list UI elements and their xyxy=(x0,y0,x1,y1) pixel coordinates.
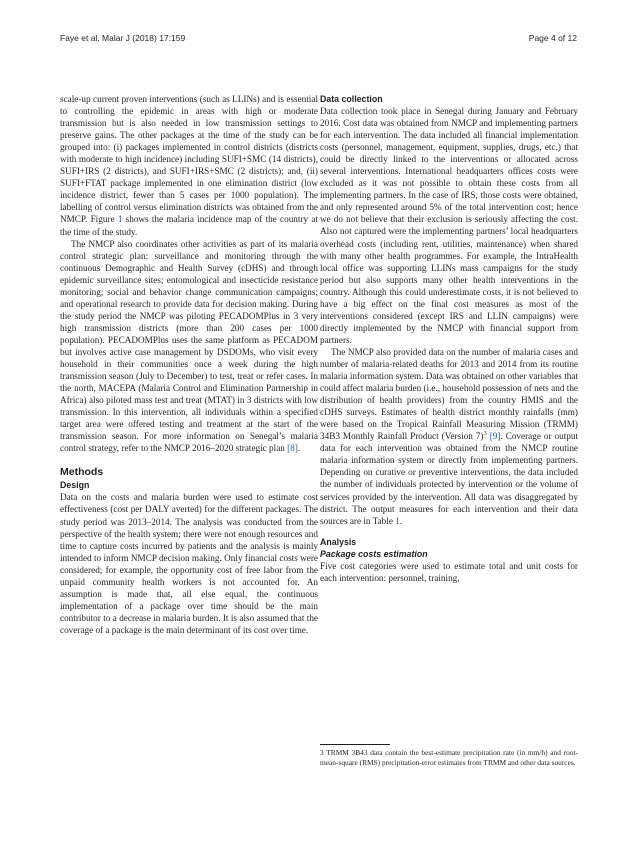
right-column xyxy=(320,93,578,584)
package-costs-heading: Package costs estimation xyxy=(320,548,428,559)
paragraph-design: Data on the costs and malaria burden were used to estimate cost effectiveness (cost per DALY averted) for the different packages. The study period was 2013–2014. The analysis was conducted from the perspective of the health system; there were not enough resources and time to capture costs incurred by patients and the analysis is mainly intended to inform NMCP decision making. Only financial costs were considered; for example, the opportunity cost of free labor from the unpaid community health workers is not accounted for. An assumption is made that, all else equal, the continuous implementation of a package over time should be the main contributor to a decrease in malaria burden. It is also assumed that the coverage of a package is the main determinant of its cost over time. xyxy=(60,492,318,635)
paragraph-package-costs: Five cost categories were used to estimate total and unit costs for each intervention: personnel, training, xyxy=(320,560,578,583)
footnote-marker-3: 3 xyxy=(483,430,487,438)
footnote-trmm: 3 TRMM 3B43 data contain the best-estimate precipitation rate (in mm/h) and root-mean-square (RMS) precipitation-error estimates from TRMM and other data sources. xyxy=(320,748,578,767)
paragraph-nmcp-activities: The NMCP also coordinates other activities as part of its malaria control strategic plan: surveillance and monitoring through the continuous Demographic and Health Survey (cDHS) and through epidemic surveillance sites; entomological and insecticide resistance monitoring; social and behavior change communication campaigns; and operational research to provide data for decision making. During the study period the NMCP was piloting PECADOMPlus in 3 very high transmission districts (more than 200 cases per 1000 population). PECADOMPlus uses the same platform as PECADOM but involves active case management by DSDOMs, who visit every household in their communities once a week during the high transmission season (July to December) to test, treat or refer cases. In the north, MACEPA (Malaria Control and Elimination Partnership in Africa) also piloted mass test and treat (MTAT) in 3 districts with low transmission. In this intervention, all individuals within a specified target area were offered testing and treatment at the start of the transmission season. For more information on Senegal’s malaria control strategy, refer to the NMCP 2016–2020 strategic plan [8]. xyxy=(60,238,318,454)
reference-9-link[interactable]: [9] xyxy=(489,431,501,442)
analysis-heading: Analysis xyxy=(320,536,357,547)
reference-8-link[interactable]: [8] xyxy=(287,443,298,454)
paragraph-burden-data: The NMCP also provided data on the number of malaria cases and number of malaria-related deaths for 2013 and 2014 from its routine malaria information system. Data was obtained on other variables that could affect malaria burden (i.e., household possession of nets and the distribution of health providers) from the country HMIS and the cDHS surveys. Estimates of health district monthly rainfalls (mm) were based on the Tropical Rainfall Measuring Mission (TRMM) 34B3 Monthly Rainfall Product (Version 7)$^3$ [9]. Coverage or output data for each intervention was obtained from the NMCP routine malaria information system or directly from implementing partners. Depending on curative or preventive interventions, the data included the number of individuals protected by intervention or the volume of services provided by the intervention. All data was disaggregated by district. The output measures for each intervention and their data sources are in Table 1. xyxy=(320,346,579,526)
data-collection-heading: Data collection xyxy=(320,94,383,104)
footnote-divider xyxy=(320,744,390,745)
paragraph-data-collection: Data collection took place in Senegal during January and February 2016. Cost data was obtained from NMCP and implementing partners for each intervention. The data included all financial implementation costs (personnel, management, equipment, supplies, drugs, etc.) that could be directly linked to the interventions or allocated across several interventions. International headquarters offices costs were excluded as it was not possible to obtain these costs from all implementing partners. In the case of IRS, those costs were obtained, and only represented around 5% of the total intervention cost; hence we do not believe that their exclusion is seriously affecting the cost. Also not captured were the implementing partners’ local headquarters overhead costs (including rent, utilities, maintenance) when shared with many other health programmes. For example, the IntraHealth local office was supporting LLINs mass campaigns for the study period but also supports many other health interventions in the country. Although this could underestimate costs, it is not believed to have a big effect on the final cost measures as most of the interventions considered (except IRS and LLIN campaigns) were directly implemented by the NMCP with financial support from partners. xyxy=(320,106,578,345)
page-number: Page 4 of 12 xyxy=(528,33,577,43)
design-heading: Design xyxy=(60,480,90,491)
running-header-citation: Faye et al. Malar J (2018) 17:159 xyxy=(60,33,186,43)
figure-1-link[interactable]: 1 xyxy=(117,214,123,225)
paragraph-packages: scale-up current proven interventions (such as LLINs) and is essential to controlling the epidemic in areas with high or moderate transmission but is also needed in low transmission settings to preserve gains. The other packages at the time of the study can be grouped into: (i) packages implemented in control districts (districts with moderate to high incidence) including SUFI+SMC (14 districts), SUFI+IRS (2 districts), and SUFI+IRS+SMC (2 districts); and, (ii) SUFI+FTAT package implemented in one elimination district (low incidence district, fewer than 5 cases per 1000 population). The labelling of control versus elimination districts was obtained from the NMCP. Figure 1 shows the malaria incidence map of the country at the time of the study. xyxy=(60,94,318,237)
table-1-link[interactable]: 1 xyxy=(395,515,400,526)
methods-heading: Methods xyxy=(60,466,104,479)
left-column xyxy=(60,93,318,636)
